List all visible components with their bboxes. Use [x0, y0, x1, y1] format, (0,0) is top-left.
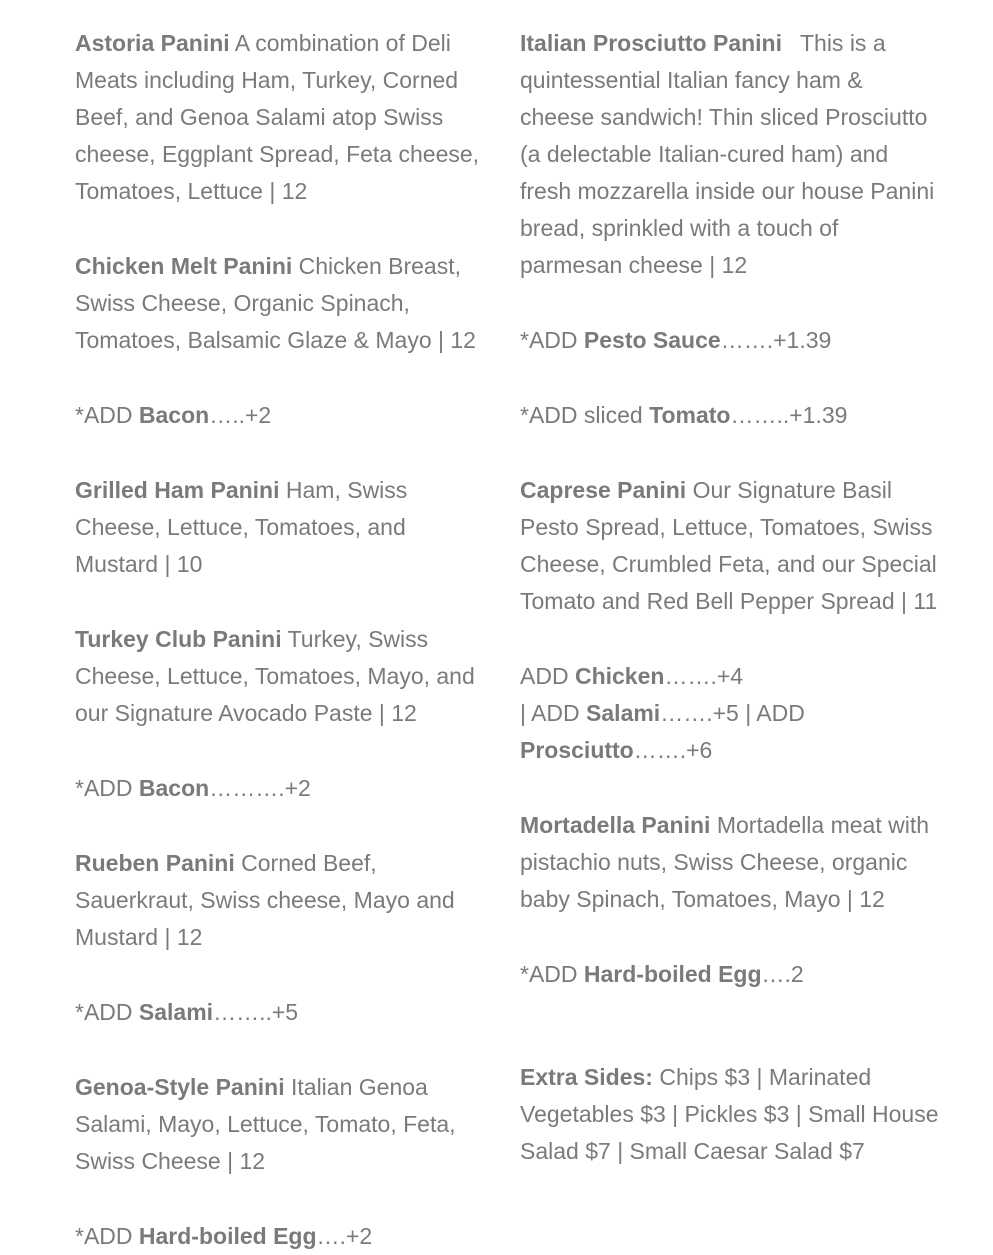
add-on-prefix: | ADD [520, 700, 587, 726]
add-on-price: ……..+5 [213, 999, 299, 1025]
add-on-price: …….+6 [633, 737, 713, 763]
add-on-item: Bacon [138, 775, 210, 801]
add-on-prefix: *ADD [75, 402, 139, 428]
add-on-hard-boiled-egg [75, 1218, 490, 1255]
add-on-item: Salami [586, 700, 661, 726]
add-on-hard-boiled-egg [520, 956, 940, 993]
add-on-bacon [75, 397, 490, 434]
add-on-item: Chicken [574, 663, 665, 689]
item-name: Rueben Panini [75, 850, 235, 876]
add-on-price: …….+5 | ADD [660, 700, 805, 726]
menu-item-genoa-style [75, 1069, 490, 1180]
item-name: Grilled Ham Panini [75, 477, 280, 503]
item-name: Turkey Club Panini [75, 626, 282, 652]
add-on-price: ……..+1.39 [730, 402, 848, 428]
item-name: Italian Prosciutto Panini [520, 30, 782, 56]
add-on-item: Tomato [649, 402, 731, 428]
add-on-prefix: *ADD sliced [520, 402, 650, 428]
add-on-item: Hard-boiled Egg [583, 961, 762, 987]
add-on-price: ….+2 [316, 1223, 373, 1249]
add-on-item: Prosciutto [520, 737, 634, 763]
item-description: This is a quintessential Italian fancy ham & cheese sandwich! Thin sliced Prosciutto (a delectable Italian-cured ham) and fresh mozzarella inside our house Panini bread, sprinkled with a touch of parmesan cheese | 12 [520, 30, 935, 278]
add-on-prefix: ADD [520, 663, 575, 689]
menu-column-left [75, 25, 490, 1255]
extra-sides [520, 1059, 940, 1170]
menu-item-caprese [520, 472, 940, 620]
add-on-prefix: *ADD [520, 327, 584, 353]
add-on-price: ….2 [761, 961, 804, 987]
add-on-sliced-tomato [520, 397, 940, 434]
add-on-item: Bacon [138, 402, 210, 428]
menu-item-grilled-ham [75, 472, 490, 583]
add-on-prefix: *ADD [75, 775, 139, 801]
add-on-price: …….+1.39 [720, 327, 832, 353]
item-name: Astoria Panini [75, 30, 230, 56]
item-description: Chicken Breast, Swiss Cheese, Organic Spinach, Tomatoes, Balsamic Glaze & Mayo | 12 [75, 253, 476, 353]
item-description: Italian Genoa Salami, Mayo, Lettuce, Tomato, Feta, Swiss Cheese | 12 [75, 1074, 456, 1174]
add-on-item: Salami [138, 999, 214, 1025]
add-on-item: Hard-boiled Egg [138, 1223, 317, 1249]
menu-item-mortadella [520, 807, 940, 918]
add-on-bacon [75, 770, 490, 807]
item-name: Caprese Panini [520, 477, 687, 503]
extra-sides-label: Extra Sides: [520, 1064, 653, 1090]
item-description: A combination of Deli Meats including Ham, Turkey, Corned Beef, and Genoa Salami atop Swiss cheese, Eggplant Spread, Feta cheese, Tomatoes, Lettuce | 12 [75, 30, 480, 204]
add-on-price: …….+4 [664, 663, 744, 689]
item-name: Chicken Melt Panini [75, 253, 293, 279]
add-on-price: …..+2 [209, 402, 272, 428]
item-description: Mortadella meat with pistachio nuts, Swiss Cheese, organic baby Spinach, Tomatoes, Mayo | 12 [520, 812, 930, 912]
menu-item-rueben [75, 845, 490, 956]
add-on-price: ……….+2 [209, 775, 311, 801]
item-description: Ham, Swiss Cheese, Lettuce, Tomatoes, and Mustard | 10 [75, 477, 408, 577]
menu-item-italian-prosciutto [520, 25, 940, 284]
caprese-add-ons [520, 658, 940, 769]
item-description: Our Signature Basil Pesto Spread, Lettuce, Tomatoes, Swiss Cheese, Crumbled Feta, and our Special Tomato and Red Bell Pepper Spread | 11 [520, 477, 938, 614]
menu-column-right [520, 25, 940, 1170]
add-on-prefix: *ADD [75, 999, 139, 1025]
menu-item-chicken-melt [75, 248, 490, 359]
add-on-prefix: *ADD [75, 1223, 139, 1249]
add-on-prefix: *ADD [520, 961, 584, 987]
menu-item-astoria [75, 25, 490, 210]
extra-sides-list: Chips $3 | Marinated Vegetables $3 | Pickles $3 | Small House Salad $7 | Small Caesar Salad $7 [520, 1064, 939, 1164]
add-on-salami [75, 994, 490, 1031]
add-on-pesto-sauce [520, 322, 940, 359]
item-name: Mortadella Panini [520, 812, 711, 838]
item-name: Genoa-Style Panini [75, 1074, 285, 1100]
item-description: Corned Beef, Sauerkraut, Swiss cheese, Mayo and Mustard | 12 [75, 850, 455, 950]
menu-item-turkey-club [75, 621, 490, 732]
add-on-item: Pesto Sauce [583, 327, 721, 353]
item-description: Turkey, Swiss Cheese, Lettuce, Tomatoes, Mayo, and our Signature Avocado Paste | 12 [75, 626, 475, 726]
